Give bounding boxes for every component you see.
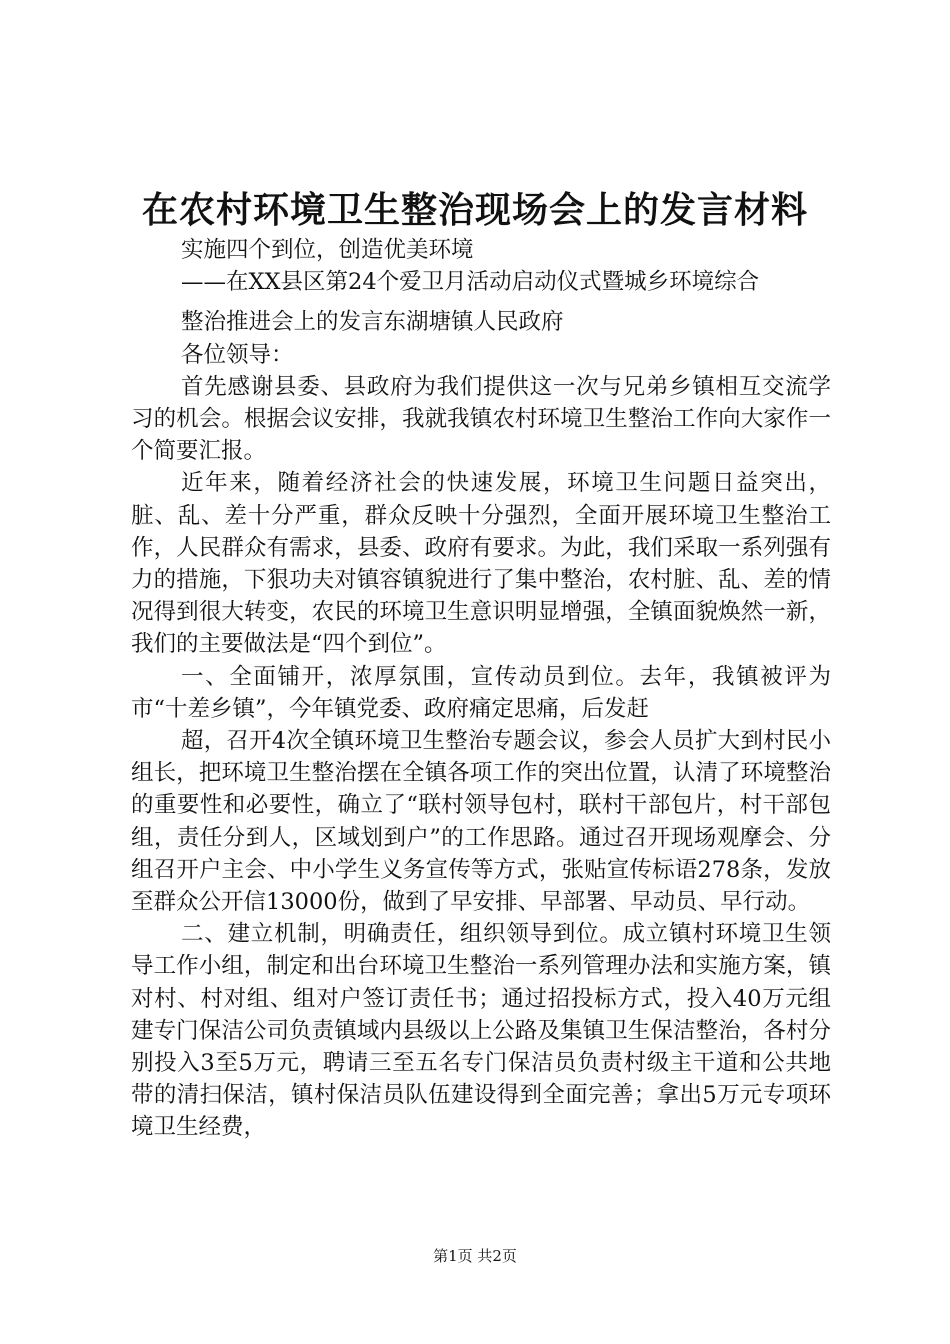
- subtitle-event-line: ——在XX县区第24个爱卫月活动启动仪式暨城乡环境综合: [181, 269, 760, 296]
- subtitle-line: 实施四个到位，创造优美环境: [181, 237, 474, 263]
- body-paragraph: 二、建立机制，明确责任，组织领导到位。成立镇村环境卫生领导工作小组，制定和出台环境卫生整治一系列管理办法和实施方案，镇对村、村对组、组对户签订责任书；通过招投标方式，投入40万元组建专门保洁公司负责镇域内县级以上公路及集镇卫生保洁整治，各村分别投入3至5万元，聘请三至五名专门保洁员负责村级主干道和公共地带的清扫保洁，镇村保洁员队伍建设得到全面完善；拿出5万元专项环境卫生经费，: [131, 921, 831, 1141]
- page-footer: 第1页 共2页: [433, 1247, 517, 1265]
- body-paragraph: 首先感谢县委、县政府为我们提供这一次与兄弟乡镇相互交流学习的机会。根据会议安排，我就我镇农村环境卫生整治工作向大家作一个简要汇报。: [131, 373, 831, 465]
- body-paragraph: 超，召开4次全镇环境卫生整治专题会议，参会人员扩大到村民小组长，把环境卫生整治摆在全镇各项工作的突出位置，认清了环境整治的重要性和必要性，确立了“联村领导包村，联村干部包片，村干部包组，责任分到人，区域划到户”的工作思路。通过召开现场观摩会、分组召开户主会、中小学生义务宣传等方式，张贴宣传标语278条，发放至群众公开信13000份，做到了早安排、早部署、早动员、早行动。: [131, 728, 831, 916]
- salutation: 各位领导：: [181, 341, 294, 368]
- subtitle-speaker-line: 整治推进会上的发言东湖塘镇人民政府: [181, 309, 564, 336]
- body-paragraph: 近年来，随着经济社会的快速发展，环境卫生问题日益突出，脏、乱、差十分严重，群众反映十分强烈，全面开展环境卫生整治工作，人民群众有需求，县委、政府有要求。为此，我们采取一系列强有力的措施，下狠功夫对镇容镇貌进行了集中整治，农村脏、乱、差的情况得到很大转变，农民的环境卫生意识明显增强，全镇面貌焕然一新，我们的主要做法是“四个到位”。: [131, 470, 831, 658]
- document-title: 在农村环境卫生整治现场会上的发言材料: [141, 189, 808, 231]
- document-body: [131, 234, 831, 1144]
- body-paragraph: 一、全面铺开，浓厚氛围，宣传动员到位。去年，我镇被评为市“十差乡镇”，今年镇党委、政府痛定思痛，后发赶: [131, 663, 831, 722]
